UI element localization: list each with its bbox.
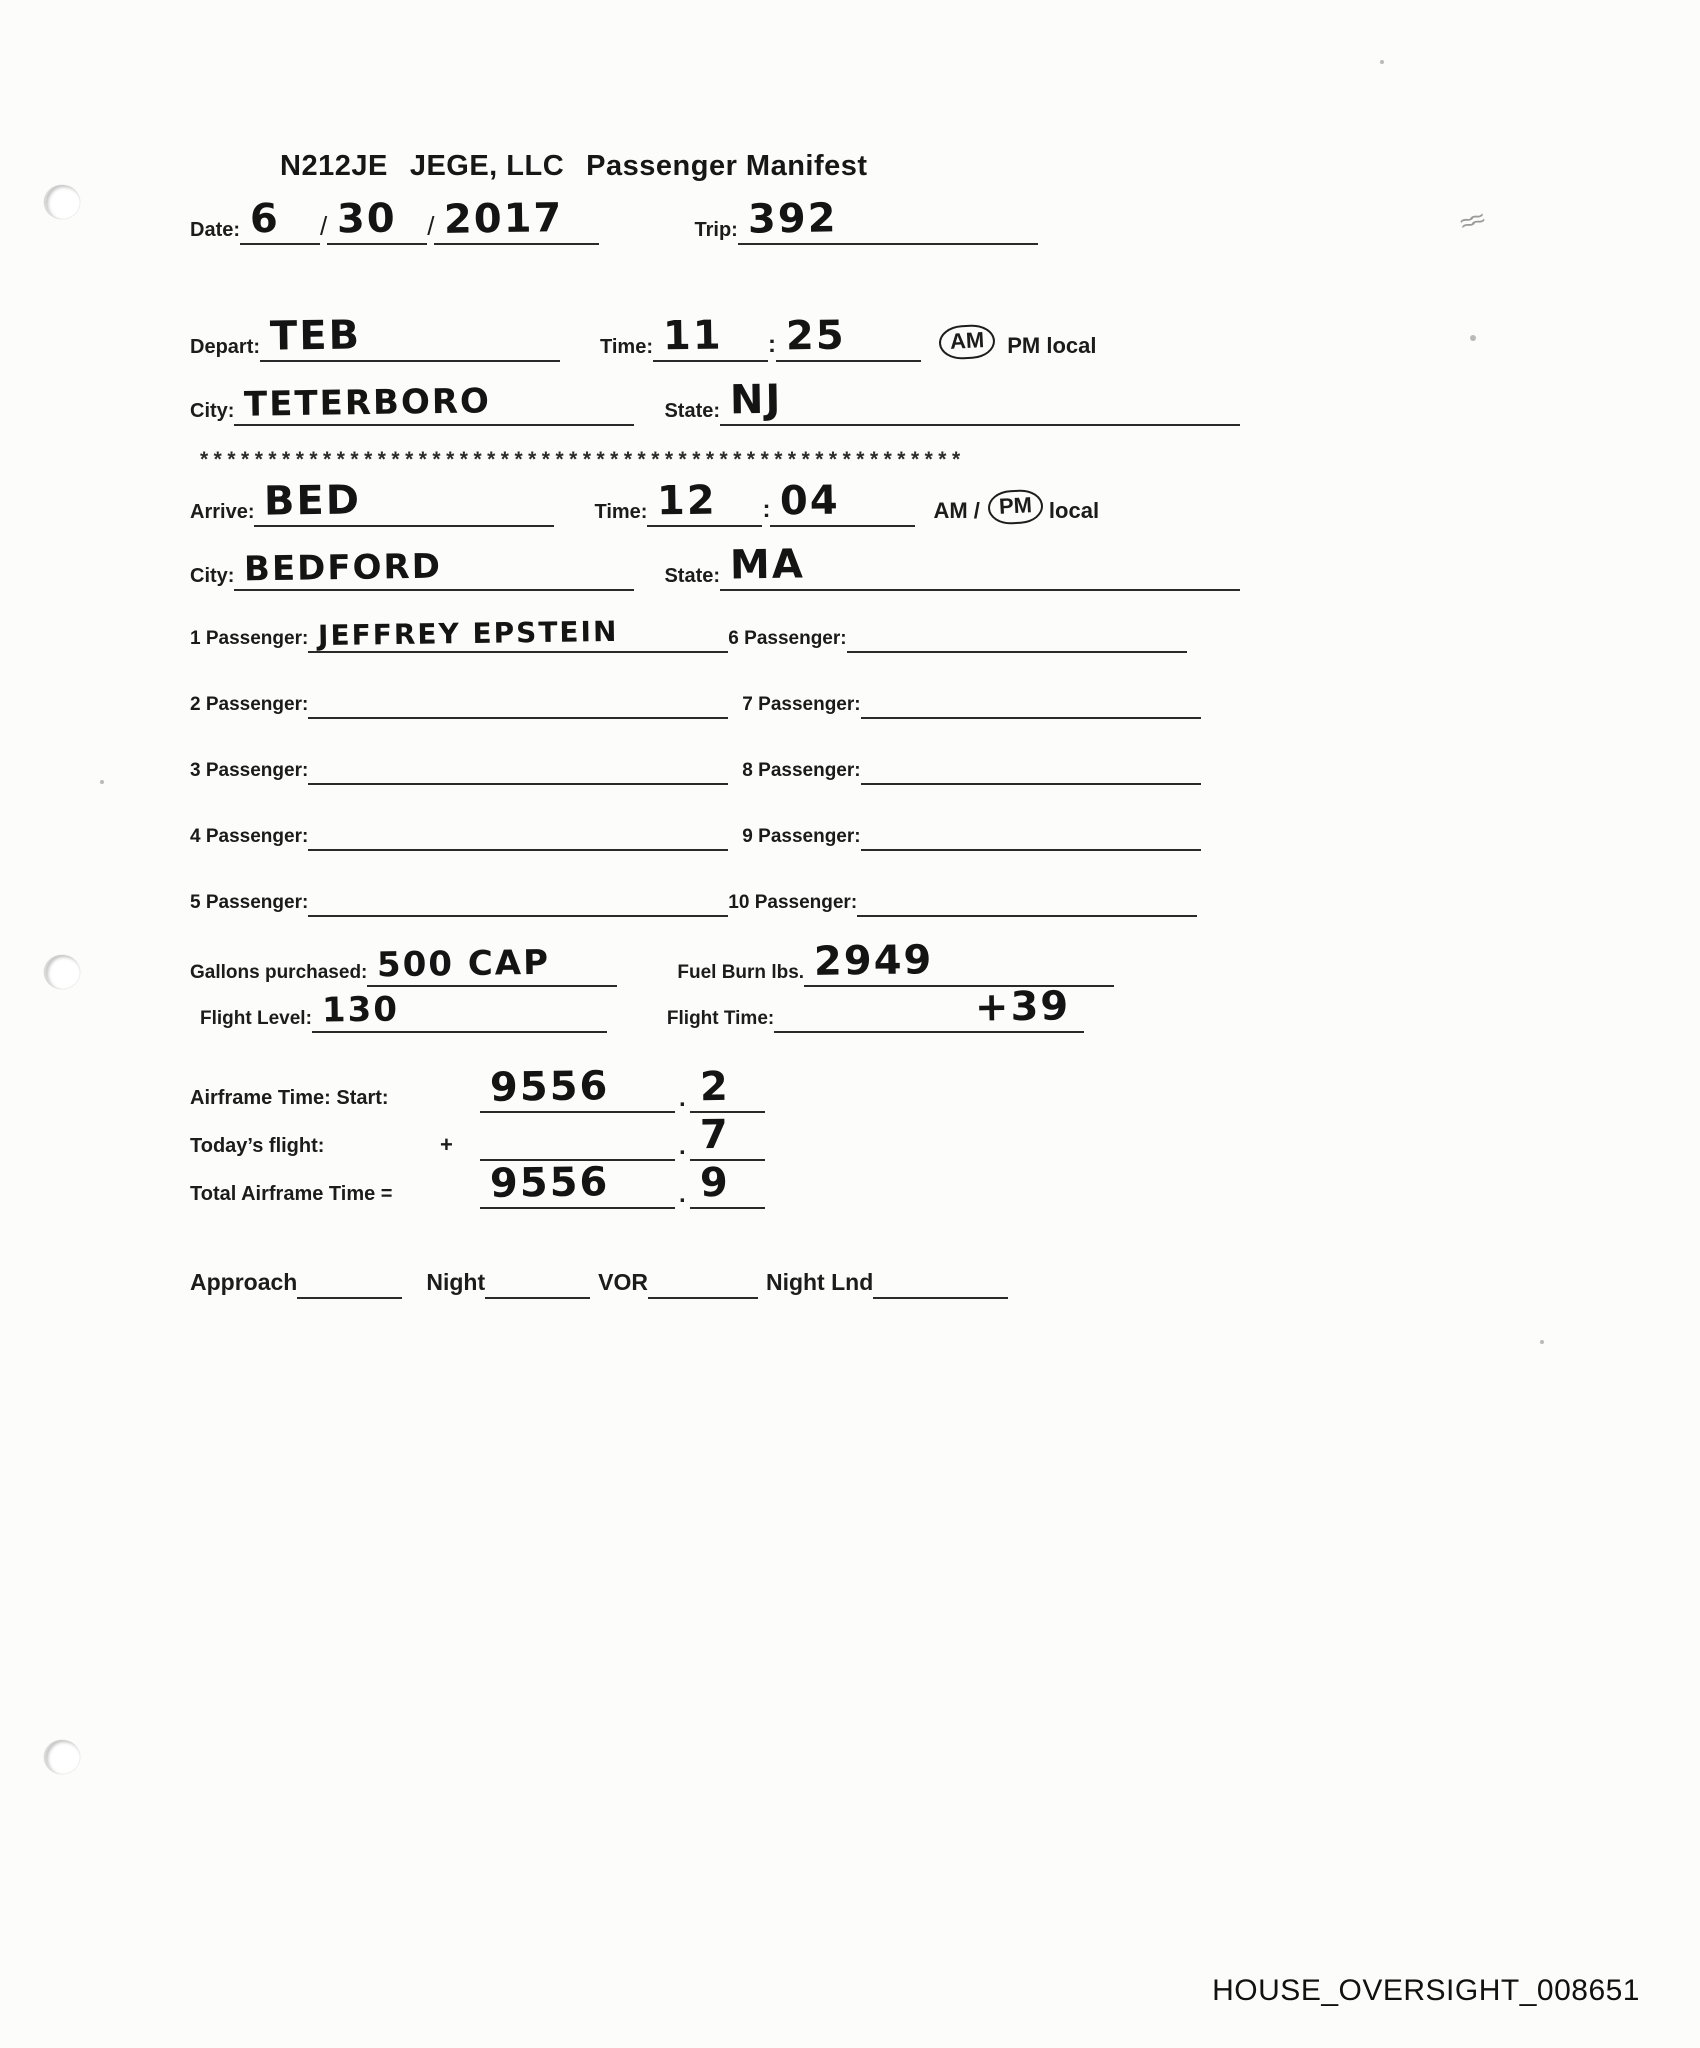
trip-field[interactable] bbox=[738, 195, 1038, 245]
date-day-field[interactable] bbox=[327, 195, 427, 245]
scan-speck bbox=[1380, 60, 1384, 64]
passenger-10-label: 10 Passenger: bbox=[728, 892, 858, 913]
airframe-today-row bbox=[190, 1111, 1370, 1161]
passenger-8-field[interactable] bbox=[861, 753, 1201, 785]
airframe-today-whole-field[interactable] bbox=[480, 1125, 675, 1161]
airframe-total-whole-value: 9556 bbox=[489, 1159, 610, 1207]
passenger-8 bbox=[742, 753, 1200, 785]
depart-city-row bbox=[190, 376, 1370, 426]
flight-time-value: +39 bbox=[974, 983, 1071, 1031]
arrive-time-hour-value: 12 bbox=[657, 477, 718, 525]
depart-time-hour-field[interactable] bbox=[653, 312, 768, 362]
airframe-start-label: Airframe Time: Start: bbox=[190, 1087, 389, 1109]
airframe-today-label: Today’s flight: bbox=[190, 1135, 325, 1157]
passenger-row bbox=[190, 614, 1370, 653]
passenger-6-label: 6 Passenger: bbox=[728, 628, 847, 649]
depart-state-value: NJ bbox=[729, 376, 783, 424]
arrive-time-min-field[interactable] bbox=[770, 477, 915, 527]
airframe-total-frac-field[interactable] bbox=[690, 1159, 765, 1209]
arrive-label: Arrive: bbox=[190, 501, 255, 523]
arrive-am-label[interactable]: AM / bbox=[933, 498, 980, 523]
date-label: Date: bbox=[190, 219, 241, 241]
airframe-total-row bbox=[190, 1159, 1370, 1209]
title-kind: Passenger Manifest bbox=[586, 150, 868, 182]
passenger-7-field[interactable] bbox=[861, 687, 1201, 719]
date-day-value: 30 bbox=[336, 195, 398, 243]
airframe-start-frac-value: 2 bbox=[699, 1063, 730, 1111]
arrive-state-value: MA bbox=[729, 541, 806, 589]
gallons-value: 500 CAP bbox=[377, 942, 551, 986]
depart-time-min-value: 25 bbox=[785, 312, 846, 360]
depart-airport-value: TEB bbox=[269, 312, 362, 360]
date-trip-row bbox=[190, 195, 1370, 245]
scan-speck bbox=[1470, 335, 1476, 341]
arrive-airport-field[interactable] bbox=[254, 477, 554, 527]
date-sep-2: / bbox=[427, 211, 435, 241]
airframe-start-frac-field[interactable] bbox=[690, 1063, 765, 1113]
scan-artifact-scribble: ≈≈ bbox=[1456, 203, 1485, 239]
passenger-list bbox=[190, 614, 1370, 917]
arrive-city-value: BEDFORD bbox=[244, 546, 443, 590]
depart-row bbox=[190, 312, 1370, 362]
title-aircraft: N212JE bbox=[280, 150, 388, 182]
airframe-today-frac-value: 7 bbox=[699, 1111, 730, 1159]
airframe-start-dot: . bbox=[679, 1085, 686, 1112]
date-month-field[interactable] bbox=[240, 195, 320, 245]
passenger-8-label: 8 Passenger: bbox=[742, 760, 861, 781]
passenger-5-label: 5 Passenger: bbox=[190, 892, 309, 913]
passenger-1-field[interactable] bbox=[308, 614, 728, 653]
passenger-9-label: 9 Passenger: bbox=[742, 826, 861, 847]
airframe-start-whole-value: 9556 bbox=[489, 1063, 610, 1111]
fuel-burn-label: Fuel Burn lbs. bbox=[677, 962, 805, 983]
passenger-7-label: 7 Passenger: bbox=[742, 694, 861, 715]
passenger-6-field[interactable] bbox=[847, 621, 1187, 653]
depart-airport-field[interactable] bbox=[260, 312, 560, 362]
passenger-9-field[interactable] bbox=[861, 819, 1201, 851]
airframe-total-frac-value: 9 bbox=[699, 1159, 730, 1207]
flight-level-value: 130 bbox=[321, 989, 400, 1031]
depart-pm-local-label[interactable]: PM local bbox=[1007, 333, 1097, 358]
passenger-7 bbox=[742, 687, 1200, 719]
passenger-1 bbox=[190, 614, 728, 653]
passenger-3 bbox=[190, 753, 728, 785]
fuel-burn-field[interactable] bbox=[804, 937, 1114, 987]
airframe-today-dot: . bbox=[679, 1133, 686, 1160]
night-lnd-field[interactable] bbox=[873, 1267, 1008, 1299]
passenger-10-field[interactable] bbox=[857, 885, 1197, 917]
passenger-2-field[interactable] bbox=[308, 687, 728, 719]
approach-field[interactable] bbox=[297, 1267, 402, 1299]
passenger-1-value: JEFFREY EPSTEIN bbox=[318, 614, 619, 653]
arrive-city-field[interactable] bbox=[234, 546, 634, 591]
vor-field[interactable] bbox=[648, 1267, 758, 1299]
depart-city-field[interactable] bbox=[234, 381, 634, 426]
depart-time-hour-value: 11 bbox=[662, 312, 723, 360]
date-sep-1: / bbox=[320, 211, 328, 241]
passenger-row bbox=[190, 819, 1370, 851]
airframe-today-plus: + bbox=[440, 1132, 453, 1157]
arrive-airport-value: BED bbox=[264, 477, 362, 525]
passenger-2 bbox=[190, 687, 728, 719]
flight-time-field[interactable] bbox=[774, 983, 1084, 1033]
bates-stamp: HOUSE_OVERSIGHT_008651 bbox=[1212, 1974, 1640, 2007]
airframe-total-label: Total Airframe Time = bbox=[190, 1183, 393, 1205]
trip-label: Trip: bbox=[694, 219, 738, 241]
depart-state-label: State: bbox=[664, 400, 721, 422]
night-lnd-label: Night Lnd bbox=[765, 1269, 874, 1295]
arrive-row bbox=[190, 477, 1370, 527]
punch-hole bbox=[44, 185, 80, 219]
passenger-row bbox=[190, 687, 1370, 719]
flight-level-label: Flight Level: bbox=[200, 1008, 312, 1029]
punch-hole bbox=[44, 955, 80, 989]
passenger-3-field[interactable] bbox=[308, 753, 728, 785]
title-company: JEGE, LLC bbox=[409, 150, 565, 182]
arrive-city-row bbox=[190, 541, 1370, 591]
arrive-city-label: City: bbox=[190, 565, 235, 587]
passenger-row bbox=[190, 885, 1370, 917]
airframe-total-dot: . bbox=[679, 1181, 686, 1208]
fuel-row bbox=[190, 937, 1370, 987]
airframe-section bbox=[190, 1063, 1370, 1209]
gallons-field[interactable] bbox=[367, 942, 617, 987]
vor-label: VOR bbox=[598, 1269, 648, 1295]
passenger-4-field[interactable] bbox=[308, 819, 728, 851]
page-title bbox=[280, 150, 1370, 183]
depart-time-min-field[interactable] bbox=[776, 312, 921, 362]
passenger-10 bbox=[728, 885, 1197, 917]
passenger-9 bbox=[742, 819, 1200, 851]
passenger-6 bbox=[728, 621, 1186, 653]
arrive-local-label: local bbox=[1048, 498, 1100, 523]
fuel-burn-value: 2949 bbox=[813, 937, 934, 985]
arrive-time-hour-field[interactable] bbox=[647, 477, 762, 527]
depart-state-field[interactable] bbox=[720, 376, 1240, 426]
arrive-time-min-value: 04 bbox=[780, 477, 841, 525]
passenger-5-field[interactable] bbox=[308, 885, 728, 917]
airframe-today-frac-field[interactable] bbox=[690, 1111, 765, 1161]
depart-time-label: Time: bbox=[600, 336, 653, 358]
approach-row bbox=[190, 1267, 1370, 1299]
depart-am-selected[interactable]: AM bbox=[939, 325, 995, 362]
passenger-4-label: 4 Passenger: bbox=[190, 826, 309, 847]
depart-time-colon: : bbox=[768, 331, 776, 358]
airframe-total-whole-field[interactable] bbox=[480, 1159, 675, 1209]
passenger-4 bbox=[190, 819, 728, 851]
flight-level-row bbox=[190, 983, 1370, 1033]
passenger-row bbox=[190, 753, 1370, 785]
night-label: Night bbox=[426, 1269, 486, 1295]
approach-label: Approach bbox=[190, 1269, 298, 1295]
punch-hole bbox=[44, 1740, 80, 1774]
passenger-3-label: 3 Passenger: bbox=[190, 760, 309, 781]
passenger-1-label: 1 Passenger: bbox=[190, 628, 309, 649]
arrive-state-label: State: bbox=[664, 565, 721, 587]
flight-time-label: Flight Time: bbox=[666, 1008, 775, 1029]
depart-city-label: City: bbox=[190, 400, 235, 422]
arrive-state-field[interactable] bbox=[720, 541, 1240, 591]
arrive-pm-selected[interactable]: PM bbox=[988, 490, 1043, 527]
trip-value: 392 bbox=[747, 195, 838, 243]
passenger-2-label: 2 Passenger: bbox=[190, 694, 309, 715]
scan-speck bbox=[100, 780, 104, 784]
night-field[interactable] bbox=[485, 1267, 590, 1299]
flight-level-field[interactable] bbox=[312, 989, 607, 1033]
divider-stars: ******************************************************** bbox=[200, 448, 966, 471]
arrive-time-label: Time: bbox=[594, 501, 648, 523]
date-year-value: 2017 bbox=[444, 195, 565, 243]
manifest-form bbox=[190, 150, 1370, 1299]
depart-label: Depart: bbox=[190, 336, 261, 358]
airframe-start-row bbox=[190, 1063, 1370, 1113]
airframe-start-whole-field[interactable] bbox=[480, 1063, 675, 1113]
date-month-value: 6 bbox=[249, 195, 281, 243]
depart-city-value: TETERBORO bbox=[244, 381, 492, 425]
passenger-5 bbox=[190, 885, 728, 917]
gallons-label: Gallons purchased: bbox=[190, 962, 368, 983]
date-year-field[interactable] bbox=[434, 195, 599, 245]
scan-speck bbox=[1540, 1340, 1544, 1344]
arrive-time-colon: : bbox=[762, 496, 771, 523]
